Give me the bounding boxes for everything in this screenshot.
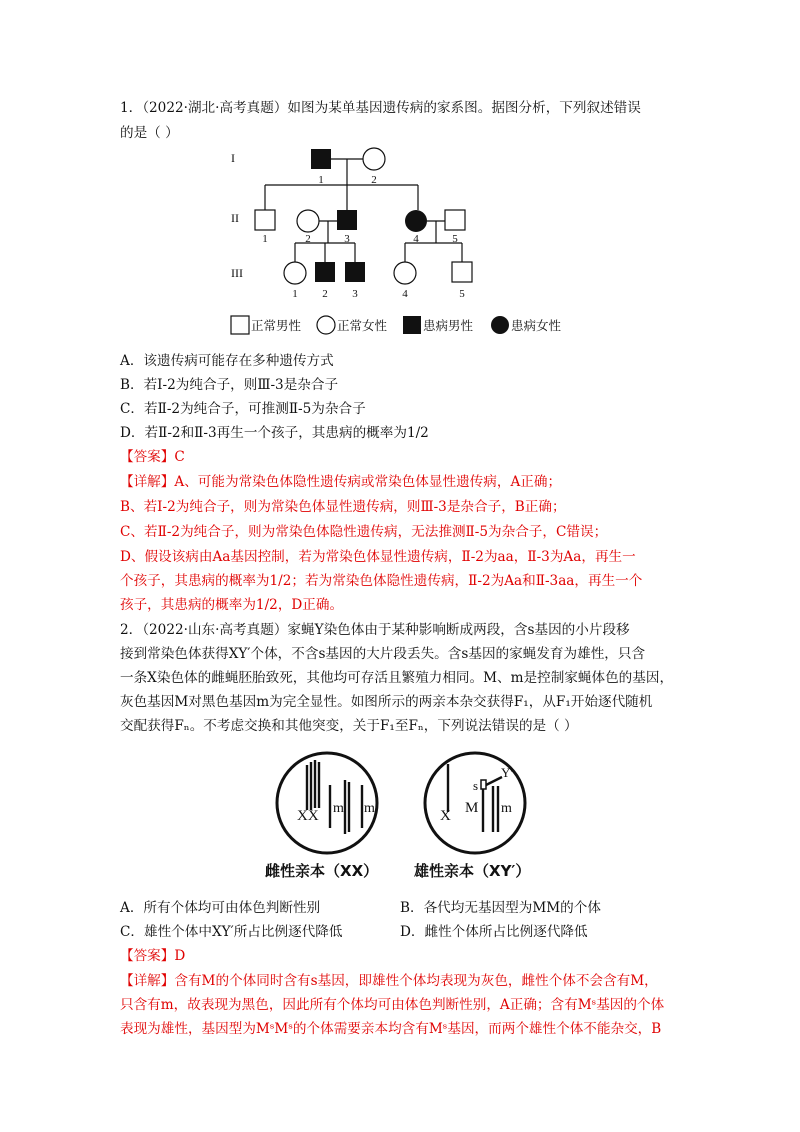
q1-option-a: A．该遗传病可能存在多种遗传方式 (120, 353, 334, 369)
q1-option-d: D．若Ⅱ-2和Ⅱ-3再生一个孩子，其患病的概率为1/2 (120, 425, 429, 441)
q2-stem-line-2: 接到常染色体获得XY′个体，不含s基因的大片段丢失。含s基因的家蝇发育为雄性，只含 (120, 646, 646, 662)
q2-option-c: C．雄性个体中XY′所占比例逐代降低 (120, 924, 343, 940)
legend-affected-female: 患病女性 (511, 318, 562, 333)
legend-affected-male: 患病男性 (423, 318, 474, 333)
iii-5-normal-male (452, 262, 472, 282)
q1-answer: 【答案】C (120, 449, 185, 465)
q1-explanation-line-1: 【详解】A、可能为常染色体隐性遗传病或常染色体显性遗传病，A正确； (120, 474, 562, 490)
legend-normal-female: 正常女性 (337, 318, 388, 333)
legend-normal-male-icon (231, 316, 249, 334)
q2-explanation-line-3: 表现为雄性，基因型为MˢMˢ的个体需要亲本均含有Mˢ基因，而两个雄性个体不能杂交，B (120, 1021, 662, 1037)
q2-stem-line-5: 交配获得Fₙ。不考虑交换和其他突变，关于F₁至Fₙ，下列说法错误的是（ ） (120, 718, 578, 734)
male-x-label: X (440, 808, 451, 824)
female-m-label-1: m (333, 801, 344, 816)
iii-4-normal-female (394, 262, 416, 284)
gen-label-ii: II (231, 211, 239, 225)
i-2-normal-female (363, 148, 385, 170)
legend-normal-male: 正常男性 (251, 318, 302, 333)
q2-stem-line-3: 一条X染色体的雌蝇胚胎致死，其他均可存活且繁殖力相同。M、m是控制家蝇体色的基因， (120, 670, 674, 686)
q2-option-d: D．雌性个体所占比例逐代降低 (400, 924, 588, 940)
ii-1-num: 1 (262, 233, 268, 245)
q1-explanation-line-5: 个孩子，其患病的概率为1/2；若为常染色体隐性遗传病，Ⅱ-2为Aa和Ⅱ-3aa，再生一个 (120, 573, 643, 589)
iii-1-normal-female (284, 262, 306, 284)
female-xx-label: XX (297, 808, 319, 824)
legend-normal-female-icon (317, 316, 335, 334)
q1-explanation-line-2: B、若Ⅰ-2为纯合子，则为常染色体显性遗传病，则Ⅲ-3是杂合子，B正确； (120, 499, 566, 515)
ii-3-affected-male (337, 210, 357, 230)
iii-3-num: 3 (352, 288, 358, 300)
iii-4-num: 4 (402, 288, 408, 300)
ii-5-num: 5 (452, 233, 458, 245)
iii-3-affected-male (345, 262, 365, 282)
q2-explanation-line-1: 【详解】含有M的个体同时含有s基因，即雄性个体均表现为灰色，雌性个体不会含有M， (120, 973, 658, 989)
i-2-num: 2 (371, 174, 377, 186)
female-m-label-2: m (364, 801, 375, 816)
ii-1-normal-male (255, 210, 275, 230)
q2-option-b: B．各代均无基因型为MM的个体 (400, 900, 601, 916)
q2-stem-line-4: 灰色基因M对黑色基因m为完全显性。如图所示的两亲本杂交获得F₁，从F₁开始逐代随机 (120, 694, 653, 710)
q1-option-c: C．若Ⅱ-2为纯合子，可推测Ⅱ-5为杂合子 (120, 401, 366, 417)
iii-5-num: 5 (459, 288, 465, 300)
pedigree-chart (225, 140, 585, 345)
legend-affected-female-icon (491, 316, 509, 334)
male-s-label: s (473, 778, 479, 793)
gen-label-i: I (231, 151, 235, 165)
q2-option-a: A．所有个体均可由体色判断性别 (120, 900, 321, 916)
q1-explanation-line-3: C、若Ⅱ-2为纯合子，则为常染色体隐性遗传病，无法推测Ⅱ-5为杂合子，C错误； (120, 524, 608, 540)
female-parent-caption: 雌性亲本（XX） (265, 862, 379, 880)
male-parent-caption: 雄性亲本（XY′） (414, 862, 531, 880)
ii-2-num: 2 (305, 233, 311, 245)
ii-4-num: 4 (413, 233, 419, 245)
q1-explanation-line-6: 孩子，其患病的概率为1/2，D正确。 (120, 597, 344, 613)
i-1-affected-male (311, 149, 331, 169)
q1-option-b: B．若Ⅰ-2为纯合子，则Ⅲ-3是杂合子 (120, 377, 339, 393)
iii-1-num: 1 (292, 288, 298, 300)
q2-explanation-line-2: 只含有m，故表现为黑色，因此所有个体均可由体色判断性别，A正确；含有Mˢ基因的个体 (120, 997, 665, 1013)
iii-2-num: 2 (322, 288, 328, 300)
chromosome-figure (262, 750, 562, 885)
male-yprime-label: Y′ (501, 765, 514, 780)
iii-2-affected-male (315, 262, 335, 282)
q2-stem-line-1: 2．（2022·山东·高考真题）家蝇Y染色体由于某种影响断成两段，含s基因的小片段移 (120, 622, 630, 638)
q1-stem-line-2: 的是（ ） (120, 125, 179, 141)
male-m-lower-label: m (501, 801, 512, 816)
gen-label-iii: III (231, 266, 243, 280)
ii-4-affected-female (405, 210, 427, 232)
ii-2-normal-female (297, 210, 319, 232)
i-1-num: 1 (318, 174, 324, 186)
q1-stem-line-1: 1．（2022·湖北·高考真题）如图为某单基因遗传病的家系图。据图分析，下列叙述错误 (120, 100, 641, 116)
q2-answer: 【答案】D (120, 948, 186, 964)
male-m-upper-label: M (465, 800, 479, 816)
legend-affected-male-icon (403, 316, 421, 334)
q1-explanation-line-4: D、假设该病由Aa基因控制，若为常染色体显性遗传病，Ⅱ-2为aa，Ⅱ-3为Aa，再生一 (120, 549, 636, 565)
y-prime-fragment (481, 780, 486, 789)
ii-5-normal-male (445, 210, 465, 230)
ii-3-num: 3 (344, 233, 350, 245)
